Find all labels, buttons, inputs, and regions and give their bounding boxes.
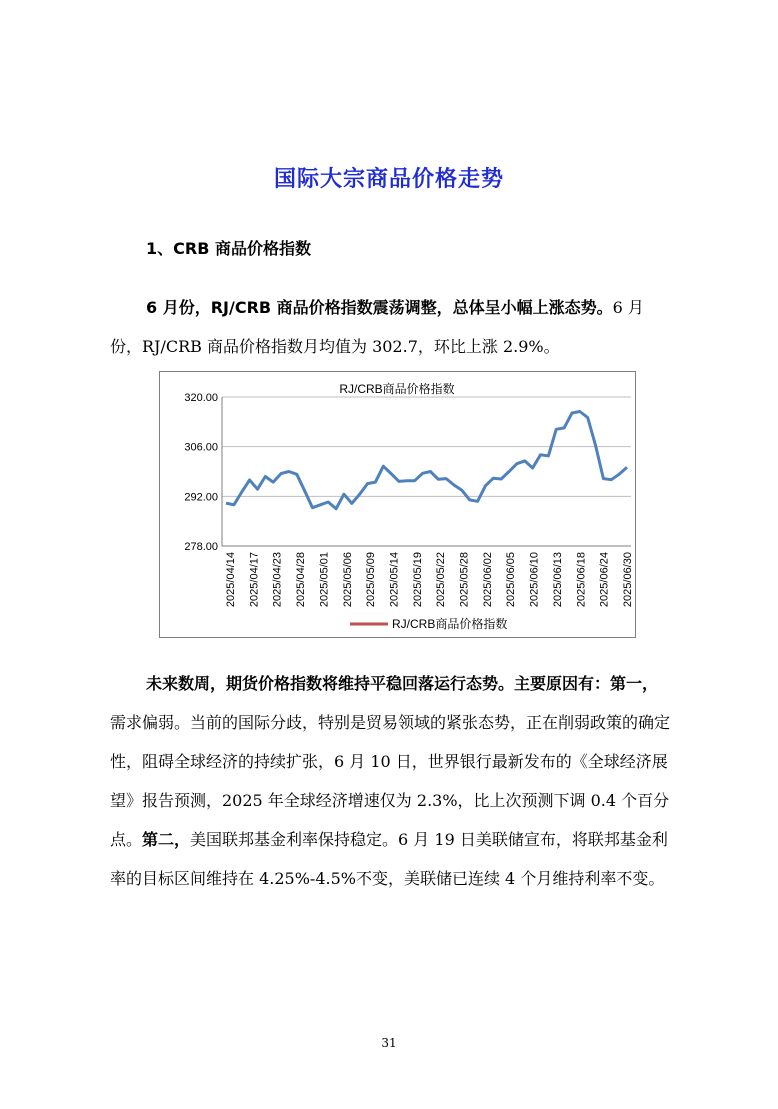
- x-tick-label: 2025/06/18: [575, 552, 588, 608]
- y-tick-label: 292.00: [184, 491, 218, 504]
- line-chart: [160, 372, 635, 637]
- x-tick-label: 2025/05/22: [435, 552, 448, 608]
- x-tick-label: 2025/04/14: [225, 552, 237, 608]
- reason-one-label: 第一，: [610, 674, 659, 693]
- x-tick-label: 2025/06/13: [551, 552, 564, 608]
- paragraph-lead: 未来数周，期货价格指数将维持平稳回落运行态势。主要原因有：: [146, 674, 611, 693]
- paragraph-summary: [110, 288, 670, 366]
- paragraph-text: 6 月份，RJ/CRB 商品价格指数月均值为 302.7，环比上涨 2.9%。: [110, 298, 644, 356]
- section-heading: 1、CRB 商品价格指数: [146, 239, 311, 258]
- x-tick-label: 2025/04/28: [295, 552, 308, 608]
- reason-two-text: 美国联邦基金利率保持稳定。6 月 19 日美联储宣布，将联邦基金利率的目标区间维持在 4.25%-4.5%不变，美联储已连续 4 个月维持利率不变。: [110, 830, 668, 888]
- chart-legend: [350, 616, 507, 631]
- x-tick-label: 2025/06/05: [505, 552, 518, 608]
- page-title: 国际大宗商品价格走势: [273, 167, 504, 192]
- y-axis: [184, 392, 218, 553]
- x-tick-label: 2025/05/14: [388, 552, 401, 608]
- series-line: [226, 412, 627, 509]
- x-tick-label: 2025/06/02: [481, 552, 494, 608]
- paragraph-outlook: [110, 664, 670, 898]
- x-tick-label: 2025/04/17: [248, 552, 261, 608]
- y-tick-label: 320.00: [184, 392, 218, 404]
- paragraph-lead: 6 月份，RJ/CRB 商品价格指数震荡调整，总体呈小幅上涨态势。: [146, 298, 613, 317]
- y-tick-label: 306.00: [184, 441, 218, 454]
- y-tick-label: 278.00: [184, 541, 218, 553]
- chart-container: [159, 371, 636, 638]
- page-number: 31: [381, 1036, 397, 1050]
- x-tick-label: 2025/04/23: [271, 552, 284, 608]
- x-axis: [225, 552, 634, 607]
- x-tick-label: 2025/06/10: [528, 552, 541, 608]
- x-tick-label: 2025/05/01: [318, 552, 331, 608]
- x-tick-label: 2025/05/09: [365, 552, 378, 608]
- reason-two-label: 第二，: [142, 830, 191, 849]
- x-tick-label: 2025/06/24: [598, 552, 611, 608]
- x-tick-label: 2025/06/30: [622, 552, 634, 608]
- reason-one-text: 需求偏弱。当前的国际分歧，特别是贸易领域的紧张态势，正在削弱政策的确定性，阻碍全球经济的持续扩张，6 月 10 日，世界银行最新发布的《全球经济展望》报告预测，2025 年全球经济增速仅为 2.3%，比上次预测下调 0.4 个百分点。: [110, 713, 671, 849]
- x-tick-label: 2025/05/06: [341, 552, 354, 608]
- series-layer: [226, 412, 627, 509]
- chart-title: RJ/CRB商品价格指数: [339, 382, 455, 396]
- x-tick-label: 2025/05/28: [458, 552, 471, 608]
- x-tick-label: 2025/05/19: [411, 552, 424, 608]
- legend-label: RJ/CRB商品价格指数: [392, 617, 508, 631]
